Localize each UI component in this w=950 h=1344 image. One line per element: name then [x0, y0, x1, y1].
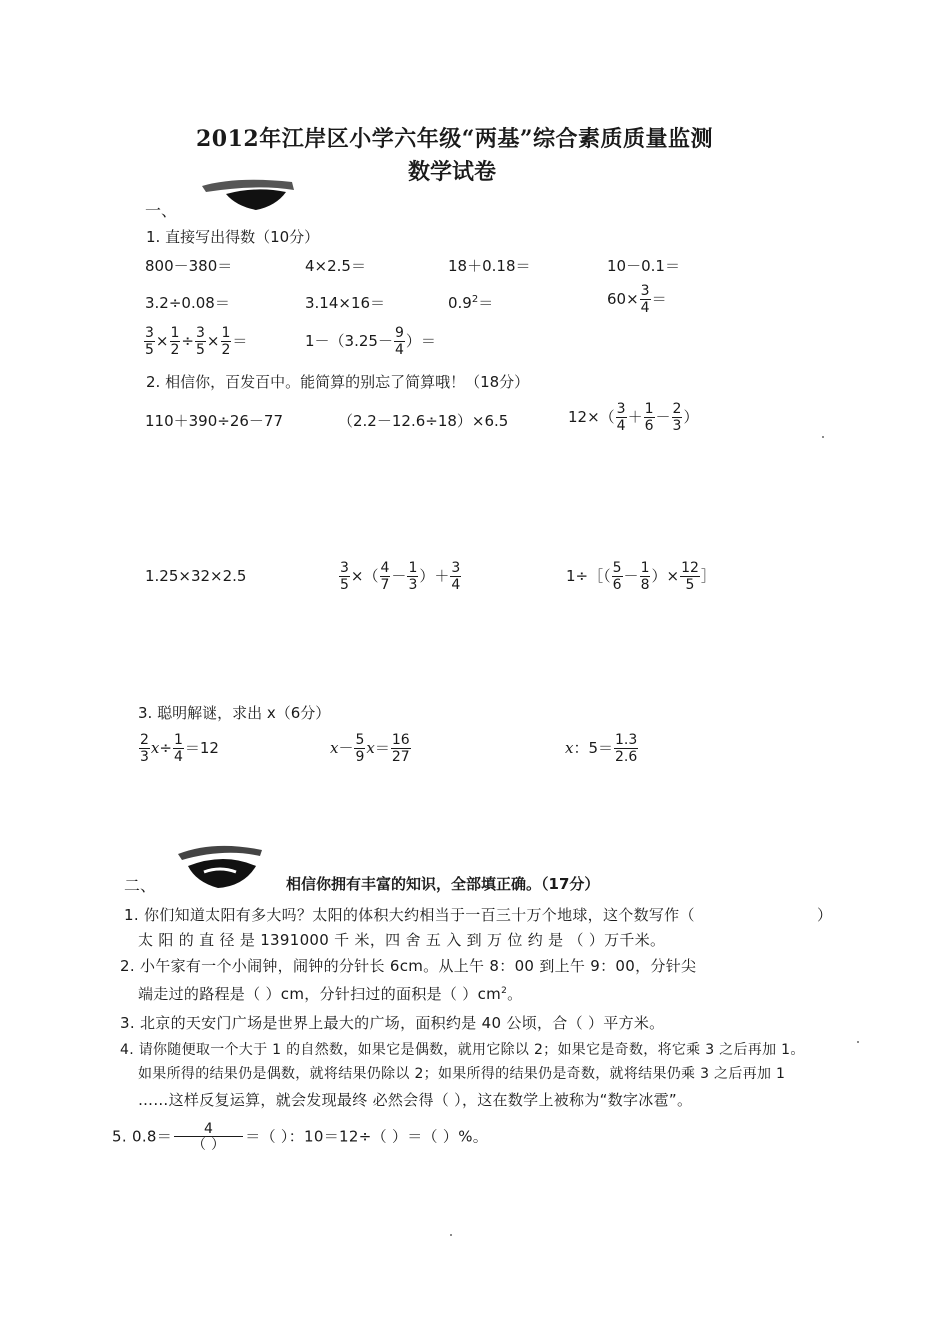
q3-item: x－ $\frac{5}{9}$ x＝ $\frac{16}{27}$	[330, 732, 410, 765]
s2-line: 4. 请你随便取一个大于 1 的自然数，如果它是偶数，就用它除以 2；如果它是奇数，将它乘 3 之后再加 1。	[120, 1042, 805, 1058]
q1-heading: 1. 直接写出得数（10分）	[146, 228, 320, 246]
s2-line: 如果所得的结果仍是偶数，就将结果仍除以 2；如果所得的结果仍是奇数，就将结果仍乘 3 之后再加 1	[138, 1066, 786, 1082]
section-2-heading: 相信你拥有丰富的知识，全部填正确。（17分）	[286, 875, 600, 893]
q1-item: 3.14×16＝	[305, 294, 386, 312]
q1-item: 1－（3.25－ $\frac{9}{4}$ ）＝	[305, 325, 436, 358]
q1-item: 10－0.1＝	[607, 257, 680, 275]
q2-item: $\frac{3}{5}$ ×（ $\frac{4}{7}$ － $\frac{1}{3}$ ）＋ $\frac{3}{4}$	[340, 560, 461, 593]
s2-line: ）	[817, 906, 833, 924]
q2-item: 1÷［（ $\frac{5}{6}$ － $\frac{1}{8}$ ）× $\frac{12}{5}$ ］	[566, 560, 716, 593]
section-1-badge-icon	[196, 176, 306, 216]
s2-line: 端走过的路程是（ ）cm，分针扫过的面积是（ ）$cm^2$。	[138, 985, 523, 1003]
section-2-badge-icon	[174, 842, 274, 892]
q1-item: 18＋0.18＝	[448, 257, 531, 275]
q1-item: 60× $\frac{3}{4}$ ＝	[607, 283, 667, 316]
q1-item: 800－380＝	[145, 257, 233, 275]
q3-heading: 3. 聪明解谜，求出 x（6分）	[138, 704, 331, 722]
s2-q5-lead: 5. 0.8＝	[112, 1127, 173, 1146]
q3-item: $\frac{2}{3}$ x÷ $\frac{1}{4}$ ＝12	[140, 732, 219, 765]
scan-speck	[857, 1041, 859, 1043]
q2-item: 1.25×32×2.5	[145, 567, 247, 585]
q1-item: 3.2÷0.08＝	[145, 294, 230, 312]
q1-item: $\frac{3}{5}$ × $\frac{1}{2}$ ÷ $\frac{3}{5}$ × $\frac{1}{2}$ ＝	[145, 325, 248, 358]
q2-item: 12×（ $\frac{3}{4}$ ＋ $\frac{1}{6}$ － $\frac{2}{3}$ ）	[568, 401, 699, 434]
q3-item: x：5＝ $\frac{1.3}{2.6}$	[565, 732, 638, 765]
q1-item: 4×2.5＝	[305, 257, 366, 275]
exam-subtitle: 数学试卷	[408, 159, 497, 185]
s2-q5-numerator: 4	[174, 1122, 243, 1137]
q1-item: $0.9^2=$	[448, 294, 494, 312]
s2-line: 2. 小午家有一个小闹钟，闹钟的分针长 6cm。从上午 8：00 到上午 9：00，分针尖	[120, 957, 697, 975]
q2-heading: 2. 相信你，百发百中。能简算的别忘了简算哦！（18分）	[146, 373, 530, 391]
s2-line: 太 阳 的 直 径 是 1391000 千 米，四 舍 五 入 到 万 位 约 是 （ ）万千米。	[138, 931, 666, 949]
s2-line: 1. 你们知道太阳有多大吗？太阳的体积大约相当于一百三十万个地球，这个数写作（	[124, 906, 695, 924]
scan-speck	[450, 1234, 452, 1236]
s2-line	[112, 1122, 488, 1152]
s2-line: ……这样反复运算，就会发现最终 必然会得（ ），这在数学上被称为“数字冰雹”。	[138, 1091, 693, 1109]
exam-title: 2012年江岸区小学六年级“两基”综合素质质量监测	[196, 126, 714, 152]
section-2-label: 二、	[124, 876, 157, 895]
section-1-label: 一、	[145, 201, 178, 220]
q2-item: （2.2－12.6÷18）×6.5	[338, 412, 509, 430]
s2-line: 3. 北京的天安门广场是世界上最大的广场，面积约是 40 公顷，合（ ）平方米。	[120, 1014, 665, 1032]
s2-q5-rest: ＝（ ）：10＝12÷（ ）＝（ ）%。	[245, 1127, 489, 1146]
q2-item: 110＋390÷26－77	[145, 412, 284, 430]
s2-q5-denominator: （ ）	[191, 1137, 226, 1153]
scan-speck	[822, 436, 824, 438]
